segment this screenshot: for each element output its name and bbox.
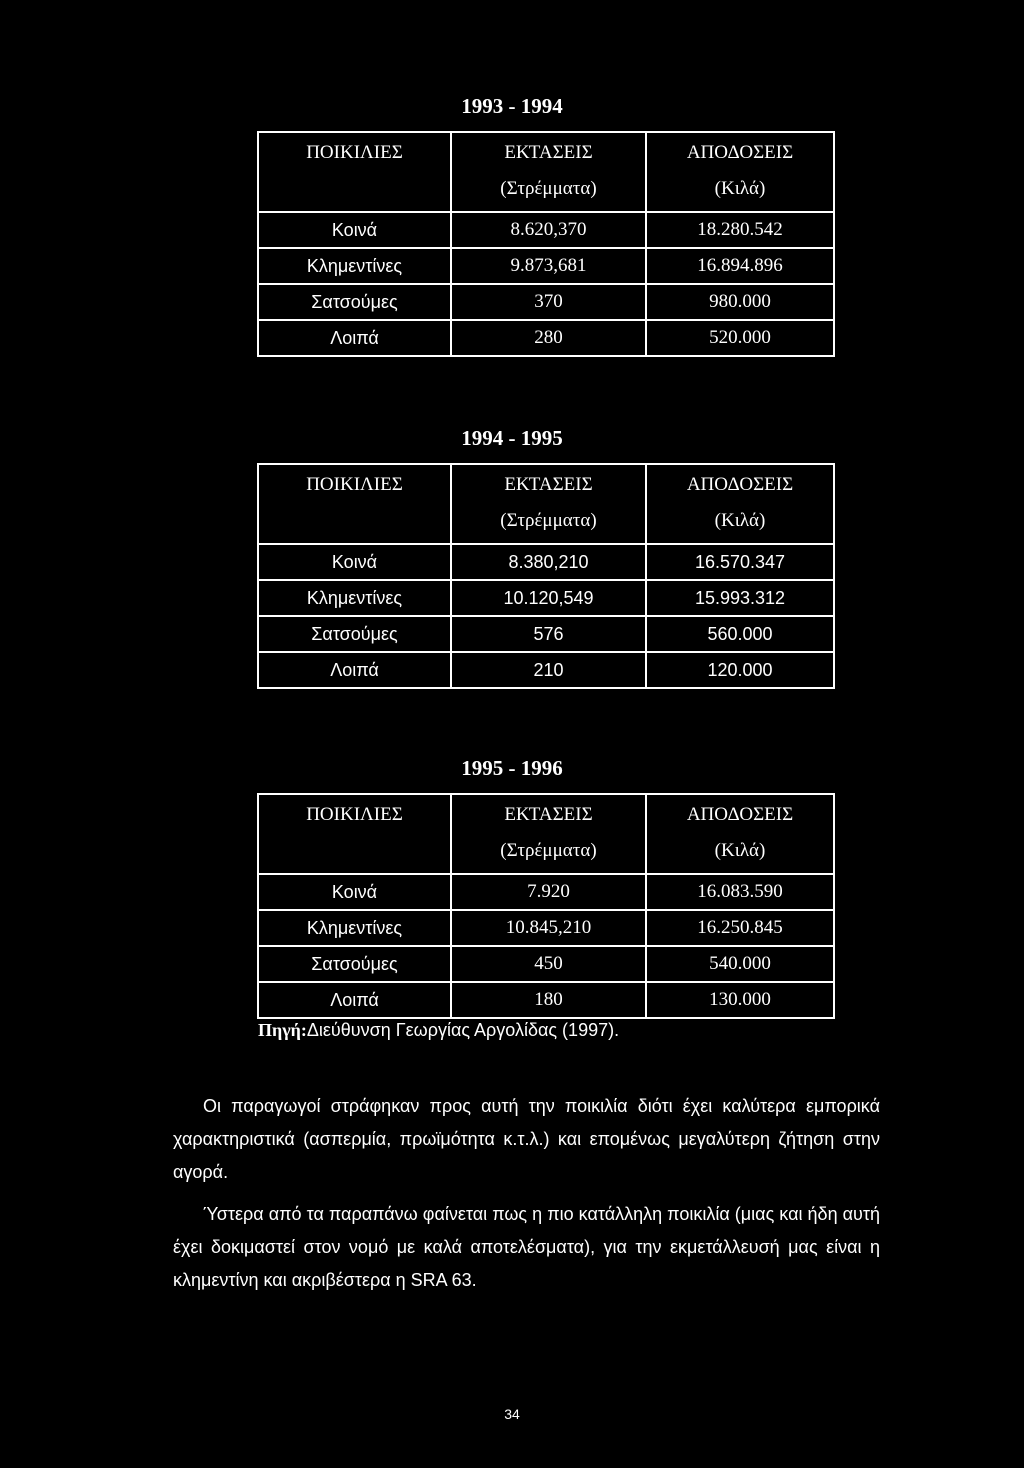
variety-cell: Κλημεντίνες	[258, 910, 451, 946]
table-row	[258, 320, 834, 356]
header-yields-unit: (Κιλά)	[714, 840, 766, 861]
area-cell: 7.920	[451, 874, 646, 910]
area-cell: 450	[451, 946, 646, 982]
area-cell: 8.620,370	[451, 212, 646, 248]
yield-cell: 560.000	[646, 616, 834, 652]
variety-cell: Σατσούμες	[258, 616, 451, 652]
table-row	[258, 212, 834, 248]
table-1-year-title: 1993 - 1994	[461, 94, 563, 118]
variety-cell: Λοιπά	[258, 652, 451, 688]
header-yields	[646, 132, 834, 212]
table-row	[258, 982, 834, 1018]
paragraph-1: Οι παραγωγοί στράφηκαν προς αυτή την ποικιλία διότι έχει καλύτερα εμπορικά χαρακτηριστικά (ασπερμία, πρωϊμότητα κ.τ.λ.) και επομένως μεγαλύτερη ζήτηση στην αγορά.	[173, 1096, 880, 1182]
header-yields-unit: (Κιλά)	[714, 510, 766, 531]
header-areas	[451, 464, 646, 544]
header-yields	[646, 464, 834, 544]
header-areas	[451, 794, 646, 874]
area-cell: 8.380,210	[451, 544, 646, 580]
area-cell: 370	[451, 284, 646, 320]
yield-cell: 520.000	[646, 320, 834, 356]
page-number: 34	[504, 1406, 520, 1422]
yield-cell: 540.000	[646, 946, 834, 982]
header-areas-title: ΕΚΤΑΣΕΙΣ	[504, 142, 593, 163]
header-varieties: ΠΟΙΚΙΛΙΕΣ	[258, 132, 451, 212]
header-yields	[646, 794, 834, 874]
yield-cell: 15.993.312	[646, 580, 834, 616]
table-1994-1995	[257, 463, 835, 689]
source-text: Διεύθυνση Γεωργίας Αργολίδας (1997).	[306, 1020, 620, 1040]
area-cell: 576	[451, 616, 646, 652]
table-row	[258, 910, 834, 946]
yield-cell: 16.894.896	[646, 248, 834, 284]
variety-cell: Λοιπά	[258, 320, 451, 356]
header-areas	[451, 132, 646, 212]
table-row	[258, 284, 834, 320]
header-varieties: ΠΟΙΚΙΛΙΕΣ	[258, 794, 451, 874]
yield-cell: 130.000	[646, 982, 834, 1018]
table-1993-1994	[257, 131, 835, 357]
header-areas-unit: (Στρέμματα)	[500, 840, 597, 861]
variety-cell: Σατσούμες	[258, 284, 451, 320]
header-yields-title: ΑΠΟΔΟΣΕΙΣ	[686, 142, 794, 163]
area-cell: 9.873,681	[451, 248, 646, 284]
yield-cell: 16.570.347	[646, 544, 834, 580]
area-cell: 280	[451, 320, 646, 356]
variety-cell: Σατσούμες	[258, 946, 451, 982]
table-row	[258, 874, 834, 910]
source-label: Πηγή:	[258, 1020, 307, 1040]
yield-cell: 16.083.590	[646, 874, 834, 910]
table-1995-1996	[257, 793, 835, 1019]
table-row	[258, 946, 834, 982]
header-varieties: ΠΟΙΚΙΛΙΕΣ	[258, 464, 451, 544]
table-row	[258, 580, 834, 616]
area-cell: 180	[451, 982, 646, 1018]
header-areas-unit: (Στρέμματα)	[500, 510, 597, 531]
area-cell: 10.120,549	[451, 580, 646, 616]
yield-cell: 980.000	[646, 284, 834, 320]
variety-cell: Κοινά	[258, 874, 451, 910]
table-row	[258, 616, 834, 652]
header-areas-title: ΕΚΤΑΣΕΙΣ	[504, 804, 593, 825]
area-cell: 210	[451, 652, 646, 688]
table-3-year-title: 1995 - 1996	[461, 756, 563, 780]
yield-cell: 120.000	[646, 652, 834, 688]
source-note	[258, 1020, 619, 1041]
table-row	[258, 652, 834, 688]
table-row	[258, 544, 834, 580]
area-cell: 10.845,210	[451, 910, 646, 946]
paragraph-2: Ύστερα από τα παραπάνω φαίνεται πως η πιο κατάλληλη ποικιλία (μιας και ήδη αυτή έχει δοκιμαστεί στον νομό με καλά αποτελέσματα), για την εκμετάλλευσή μας είναι η κλημεντίνη και ακριβέστερα η SRA 63.	[173, 1204, 880, 1290]
header-yields-unit: (Κιλά)	[714, 178, 766, 199]
table-2-year-title: 1994 - 1995	[461, 426, 563, 450]
yield-cell: 18.280.542	[646, 212, 834, 248]
table-row	[258, 248, 834, 284]
variety-cell: Κοινά	[258, 544, 451, 580]
variety-cell: Κλημεντίνες	[258, 248, 451, 284]
header-yields-title: ΑΠΟΔΟΣΕΙΣ	[686, 474, 794, 495]
variety-cell: Κλημεντίνες	[258, 580, 451, 616]
header-yields-title: ΑΠΟΔΟΣΕΙΣ	[686, 804, 794, 825]
header-areas-unit: (Στρέμματα)	[500, 178, 597, 199]
yield-cell: 16.250.845	[646, 910, 834, 946]
variety-cell: Λοιπά	[258, 982, 451, 1018]
header-areas-title: ΕΚΤΑΣΕΙΣ	[504, 474, 593, 495]
variety-cell: Κοινά	[258, 212, 451, 248]
